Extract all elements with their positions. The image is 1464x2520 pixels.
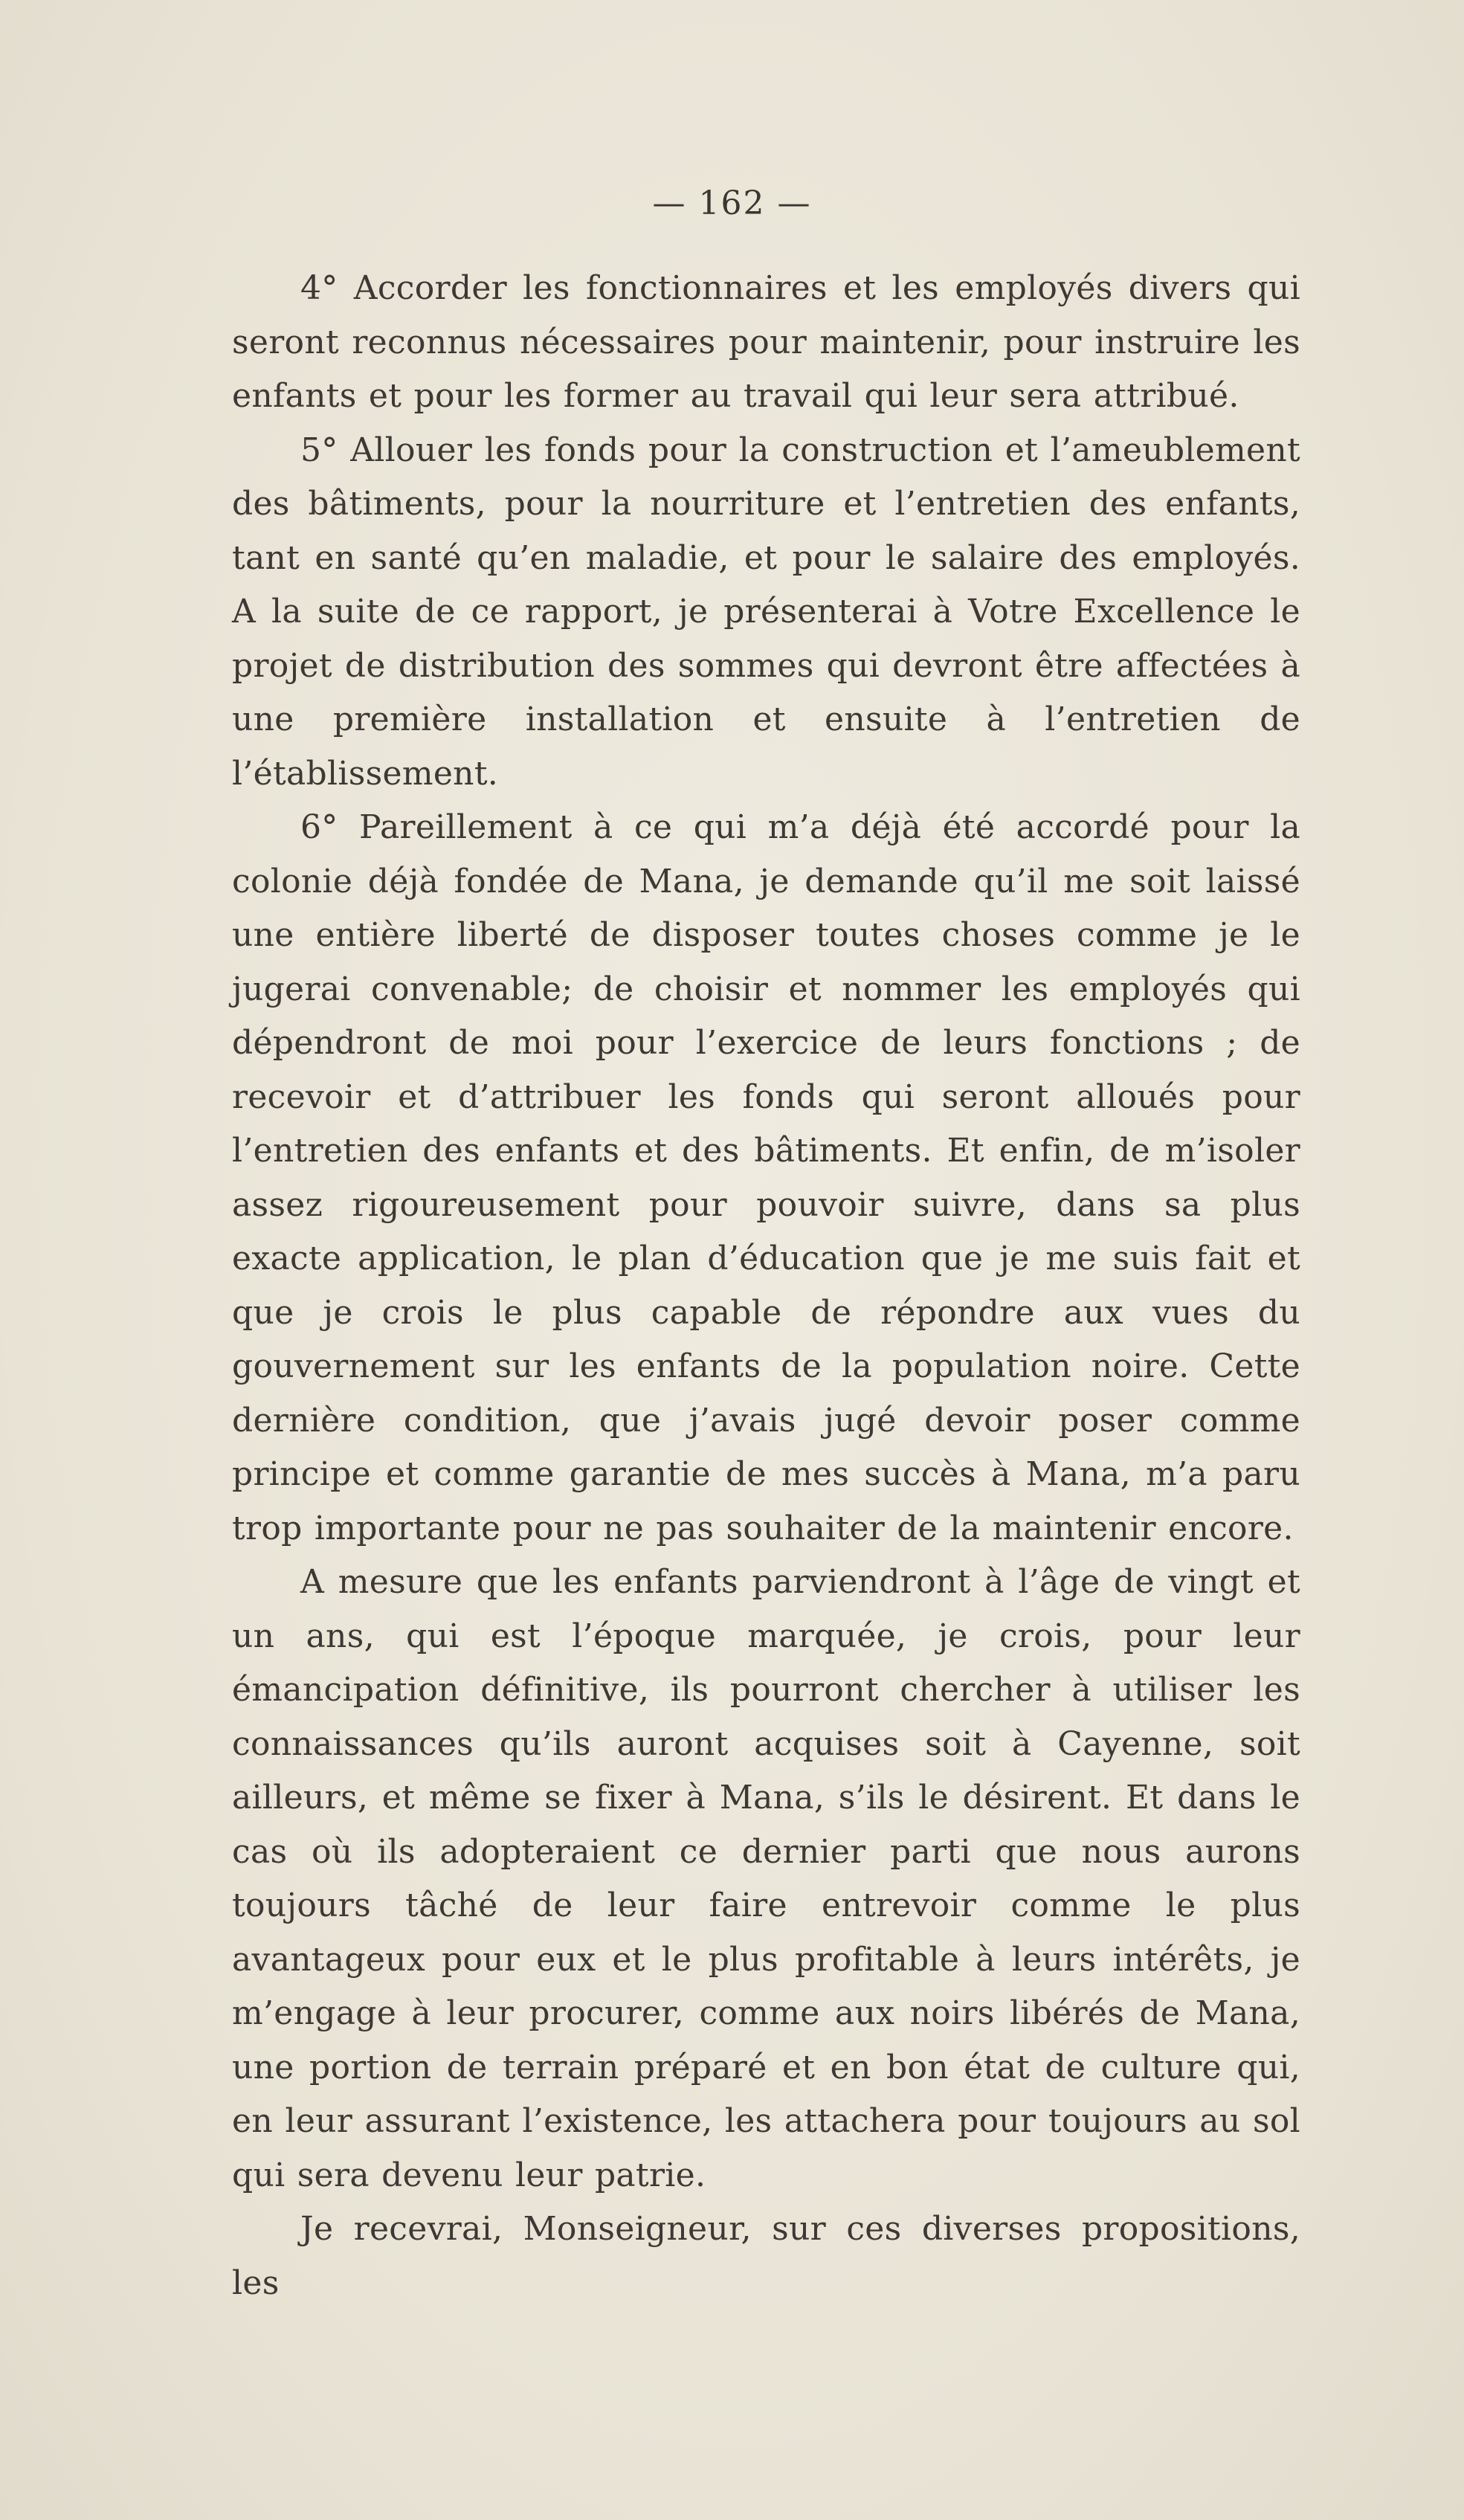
- paragraph-item-5: 5° Allouer les fonds pour la construction et l’ameublement des bâtiments, pour la nourriture et l’entretien des enfants, tant en santé qu’en maladie, et pour le salaire des employés. A la suite de ce rapport, je présenterai à Votre Excellence le projet de distribution des sommes qui devront être affectées à une première installation et ensuite à l’entretien de l’établissement.: [232, 431, 1300, 793]
- paragraph-closing: Je recevrai, Monseigneur, sur ces diverses propositions, les: [232, 2210, 1300, 2302]
- paragraph-item-6: 6° Pareillement à ce qui m’a déjà été accordé pour la colonie déjà fondée de Mana, je demande qu’il me soit laissé une entière liberté de disposer toutes choses comme je le jugerai convenable; de choisir et nommer les employés qui dépendront de moi pour l’exercice de leurs fonctions ; de recevoir et d’attribuer les fonds qui seront alloués pour l’entretien des enfants et des bâtiments. Et enfin, de m’isoler assez rigoureusement pour pouvoir suivre, dans sa plus exacte application, le plan d’éducation que je me suis fait et que je crois le plus capable de répondre aux vues du gouvernement sur les enfants de la population noire. Cette dernière condition, que j’avais jugé devoir poser comme principe et comme garantie de mes succès à Mana, m’a paru trop importante pour ne pas souhaiter de la maintenir encore.: [232, 808, 1300, 1547]
- paragraph-item-4: 4° Accorder les fonctionnaires et les employés divers qui seront reconnus nécessaires pour maintenir, pour instruire les enfants et pour les former au travail qui leur sera attribué.: [232, 269, 1300, 415]
- paragraph-emancipation: A mesure que les enfants parviendront à l’âge de vingt et un ans, qui est l’époque marquée, je crois, pour leur émancipation définitive, ils pourront chercher à utiliser les connaissances qu’ils auront acquises soit à Cayenne, soit ailleurs, et même se fixer à Mana, s’ils le désirent. Et dans le cas où ils adopteraient ce dernier parti que nous aurons toujours tâché de leur faire entrevoir comme le plus avantageux pour eux et le plus profitable à leurs intérêts, je m’engage à leur procurer, comme aux noirs libérés de Mana, une portion de terrain préparé et en bon état de culture qui, en leur assurant l’existence, les attachera pour toujours au sol qui sera devenu leur patrie.: [232, 1563, 1300, 2194]
- page-number: — 162 —: [652, 184, 812, 222]
- body-text: [232, 262, 1300, 2310]
